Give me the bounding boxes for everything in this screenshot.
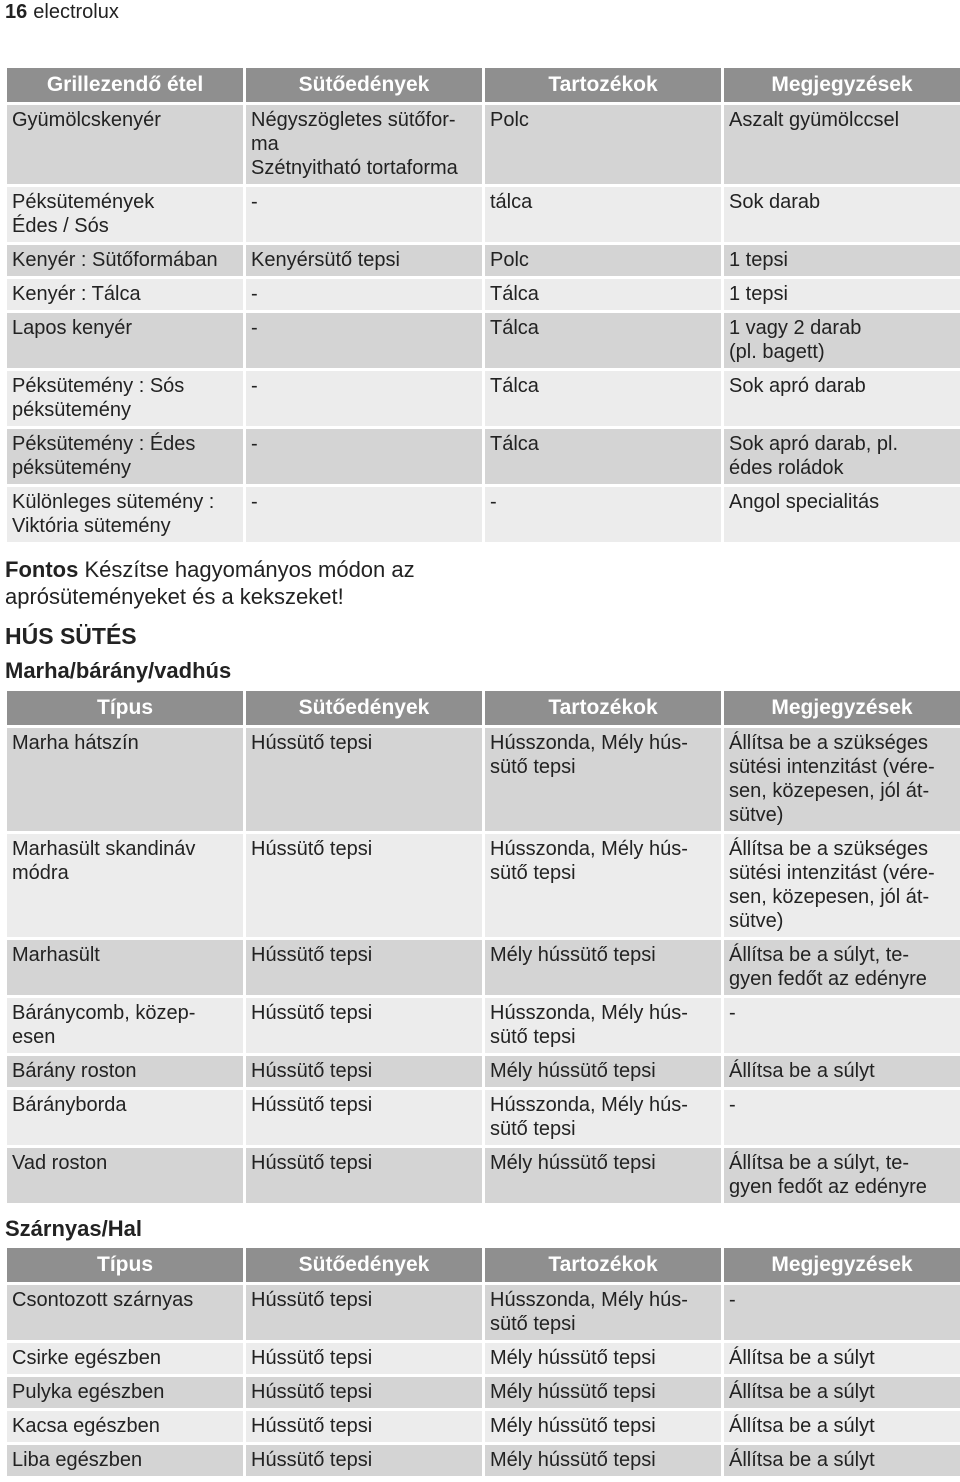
table-cell: Négyszögletes sütőfor- ma Szétnyitható tortaforma [246,105,482,184]
table-row [7,371,960,426]
note-label: Fontos [5,557,79,582]
column-header: Tartozékok [485,691,721,725]
subsection-title-beef: Marha/bárány/vadhús [5,658,232,683]
table-cell: - [724,1285,960,1340]
table-row [7,1411,960,1442]
table-cell: Állítsa be a súlyt [724,1377,960,1408]
table-row [7,279,960,310]
column-header: Megjegyzések [724,1248,960,1282]
table-cell: Péksütemények Édes / Sós [7,187,243,242]
table-row [7,1285,960,1340]
table-cell: - [246,371,482,426]
table-cell: Állítsa be a súlyt [724,1056,960,1087]
table-cell: Péksütemény : Édes péksütemény [7,429,243,484]
subsection-title-poultry: Szárnyas/Hal [5,1216,142,1241]
column-header: Megjegyzések [724,68,960,102]
table-cell: 1 tepsi [724,279,960,310]
table-cell: Állítsa be a súlyt, te- gyen fedőt az edényre [724,1148,960,1203]
table-cell: Polc [485,245,721,276]
page-number: 16 [5,1,28,23]
column-header: Tartozékok [485,1248,721,1282]
table-cell: Kenyér : Sütőformában [7,245,243,276]
table-cell: Hússütő tepsi [246,940,482,995]
brand-name: electrolux [33,1,119,23]
table-cell: - [724,998,960,1053]
table-cell: Hússütő tepsi [246,728,482,831]
baking-table [4,65,960,545]
table-row [7,1090,960,1145]
table-cell: - [246,487,482,542]
table-row [7,1377,960,1408]
table-cell: Vad roston [7,1148,243,1203]
column-header: Típus [7,1248,243,1282]
table-cell: Hússütő tepsi [246,1377,482,1408]
table-cell: Hússütő tepsi [246,1090,482,1145]
table-header [7,68,960,102]
column-header: Grillezendő étel [7,68,243,102]
table-cell: Tálca [485,429,721,484]
table-cell: Állítsa be a szükséges sütési intenzitást (vére- sen, közepesen, jól át- sütve) [724,728,960,831]
table-row [7,105,960,184]
table-row [7,1343,960,1374]
table-cell: Bárányborda [7,1090,243,1145]
table-cell: Hússütő tepsi [246,1285,482,1340]
table-cell: Állítsa be a súlyt [724,1343,960,1374]
table-header [7,691,960,725]
table-cell: Marhasült skandináv módra [7,834,243,937]
table-cell: Hússütő tepsi [246,1056,482,1087]
table-cell: Sok apró darab [724,371,960,426]
table-cell: Polc [485,105,721,184]
table-cell: Marha hátszín [7,728,243,831]
table-cell: Kacsa egészben [7,1411,243,1442]
section-title: HÚS SÜTÉS [5,623,137,649]
column-header: Sütőedények [246,68,482,102]
table-cell: Aszalt gyümölccsel [724,105,960,184]
table-cell: Bárány roston [7,1056,243,1087]
table-cell: Hússütő tepsi [246,1411,482,1442]
table-row [7,940,960,995]
column-header: Sütőedények [246,1248,482,1282]
table-cell: Tálca [485,279,721,310]
table-cell: Pulyka egészben [7,1377,243,1408]
table-cell: - [485,487,721,542]
table-cell: Mély hússütő tepsi [485,1343,721,1374]
table-cell: Hússzonda, Mély hús- sütő tepsi [485,998,721,1053]
table-cell: Állítsa be a súlyt [724,1445,960,1476]
table-cell: Hússütő tepsi [246,834,482,937]
table-cell: tálca [485,187,721,242]
table-cell: Tálca [485,313,721,368]
table-cell: Hússzonda, Mély hús- sütő tepsi [485,834,721,937]
note-text: Készítse hagyományos módon az aprósüteményeket és a kekszeket! [5,557,415,609]
table-cell: - [724,1090,960,1145]
table-row [7,998,960,1053]
table-cell: Csontozott szárnyas [7,1285,243,1340]
table-cell: Hússütő tepsi [246,1445,482,1476]
table-cell: Mély hússütő tepsi [485,1445,721,1476]
table-cell: Hússzonda, Mély hús- sütő tepsi [485,1090,721,1145]
table-cell: Mély hússütő tepsi [485,940,721,995]
table-row [7,245,960,276]
table-cell: Báránycomb, közep- esen [7,998,243,1053]
table-cell: Hússzonda, Mély hús- sütő tepsi [485,728,721,831]
table-row [7,313,960,368]
table-cell: - [246,429,482,484]
table-cell: Hússütő tepsi [246,1148,482,1203]
table-cell: Mély hússütő tepsi [485,1377,721,1408]
table-cell: Hússütő tepsi [246,1343,482,1374]
table-cell: Mély hússütő tepsi [485,1411,721,1442]
table-cell: 1 vagy 2 darab (pl. bagett) [724,313,960,368]
table-cell: Angol specialitás [724,487,960,542]
table-cell: Állítsa be a súlyt [724,1411,960,1442]
table-cell: Állítsa be a súlyt, te- gyen fedőt az edényre [724,940,960,995]
table-cell: Hússzonda, Mély hús- sütő tepsi [485,1285,721,1340]
column-header: Megjegyzések [724,691,960,725]
table-cell: Tálca [485,371,721,426]
meat-table [4,688,960,1206]
column-header: Típus [7,691,243,725]
table-cell: 1 tepsi [724,245,960,276]
column-header: Sütőedények [246,691,482,725]
table-row [7,1445,960,1476]
table-cell: Liba egészben [7,1445,243,1476]
table-row [7,187,960,242]
important-note [5,556,475,610]
table-cell: Mély hússütő tepsi [485,1056,721,1087]
column-header: Tartozékok [485,68,721,102]
table-cell: Sok darab [724,187,960,242]
table-row [7,728,960,831]
table-cell: Marhasült [7,940,243,995]
poultry-table [4,1245,960,1479]
table-cell: - [246,187,482,242]
table-row [7,429,960,484]
table-cell: Sok apró darab, pl. édes roládok [724,429,960,484]
table-cell: Hússütő tepsi [246,998,482,1053]
table-cell: Állítsa be a szükséges sütési intenzitást (vére- sen, közepesen, jól át- sütve) [724,834,960,937]
table-row [7,1056,960,1087]
table-cell: - [246,279,482,310]
table-cell: Lapos kenyér [7,313,243,368]
table-cell: - [246,313,482,368]
table-row [7,834,960,937]
page-header [5,0,119,24]
table-header [7,1248,960,1282]
table-cell: Gyümölcskenyér [7,105,243,184]
table-cell: Péksütemény : Sós péksütemény [7,371,243,426]
table-cell: Különleges sütemény : Viktória sütemény [7,487,243,542]
table-cell: Kenyér : Tálca [7,279,243,310]
table-row [7,487,960,542]
table-cell: Kenyérsütő tepsi [246,245,482,276]
table-cell: Csirke egészben [7,1343,243,1374]
table-cell: Mély hússütő tepsi [485,1148,721,1203]
table-row [7,1148,960,1203]
